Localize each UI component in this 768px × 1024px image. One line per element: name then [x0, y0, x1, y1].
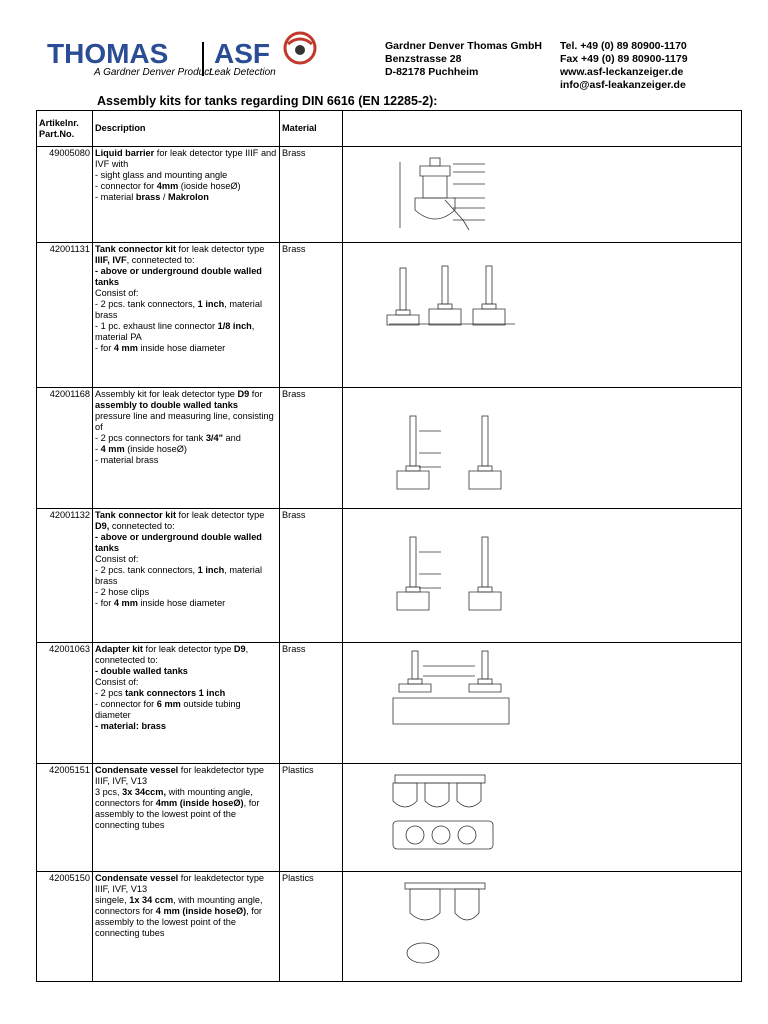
technical-drawing-cell: [343, 388, 742, 509]
description-line: [95, 148, 277, 170]
condensate-vessel-single-drawing: [385, 875, 525, 979]
description-bold-text: 4 mm: [100, 444, 125, 454]
header-part-no: Artikelnr. Part.No.: [37, 111, 93, 147]
description-cell: [93, 764, 280, 872]
description-text: inside hose diameter: [137, 598, 226, 608]
description-text: pressure line and measuring line, consisting of: [95, 411, 274, 432]
description-line: [95, 266, 277, 288]
description-bold-text: 4 mm (inside hoseØ): [155, 906, 247, 916]
document-title: Assembly kits for tanks regarding DIN 6616 (EN 12285-2):: [97, 94, 438, 108]
description-text: and: [222, 433, 241, 443]
description-line: [95, 343, 277, 354]
description-cell: [93, 388, 280, 509]
table-row: [37, 872, 742, 982]
description-text: for leak detector type: [176, 244, 265, 254]
description-text: - 1 pc. exhaust line connector: [95, 321, 218, 331]
description-line: [95, 598, 277, 609]
description-line: [95, 554, 277, 565]
description-bold-text: 1x 34 ccm: [129, 895, 174, 905]
description-text: - material brass: [95, 455, 159, 465]
description-text: with mounting angle, connectors for: [95, 787, 253, 808]
material-cell: Brass: [280, 509, 343, 643]
description-text: for: [249, 389, 263, 399]
description-text: - 2 pcs: [95, 688, 126, 698]
description-bold-text: - above or underground double walled tanks: [95, 532, 262, 553]
description-bold-text: brass: [135, 192, 161, 202]
description-text: - connector for: [95, 181, 157, 191]
description-bold-text: 3/4": [205, 433, 223, 443]
description-bold-text: Condensate vessel: [95, 873, 179, 883]
company-name: Gardner Denver Thomas GmbH: [385, 40, 542, 52]
description-text: (inside hoseØ): [124, 444, 187, 454]
description-text: -: [95, 444, 101, 454]
material-cell: Brass: [280, 388, 343, 509]
description-text: connetected to:: [109, 521, 175, 531]
assembly-kits-table: [36, 110, 742, 982]
description-line: [95, 873, 277, 895]
header-drawing: [343, 111, 742, 147]
description-text: for leakdetector type IIIF, IVF, V13: [95, 873, 265, 894]
description-text: Consist of:: [95, 288, 139, 298]
description-cell: [93, 872, 280, 982]
description-line: [95, 565, 277, 587]
description-text: - material: [95, 192, 136, 202]
description-text: Consist of:: [95, 554, 139, 564]
table-row: [37, 243, 742, 388]
description-bold-text: Condensate vessel: [95, 765, 179, 775]
description-text: , for assembly to the lowest point of the connecting tubes: [95, 906, 262, 938]
description-cell: [93, 643, 280, 764]
description-bold-text: - above or underground double walled tanks: [95, 266, 262, 287]
description-text: /: [160, 192, 169, 202]
description-bold-text: D9,: [95, 521, 110, 531]
description-text: Consist of:: [95, 677, 139, 687]
part-number-cell: 42001063: [37, 643, 93, 764]
table-row: [37, 509, 742, 643]
description-line: [95, 321, 277, 343]
description-text: , with mounting angle, connectors for: [95, 895, 263, 916]
part-number-cell: 42005151: [37, 764, 93, 872]
description-text: , for assembly to the lowest point of the connecting tubes: [95, 798, 260, 830]
description-text: (ioside hoseØ): [178, 181, 241, 191]
part-number-cell: 42001132: [37, 509, 93, 643]
table-header-row: [37, 111, 742, 147]
technical-drawing-cell: [343, 509, 742, 643]
description-text: , material brass: [95, 299, 263, 320]
description-line: [95, 532, 277, 554]
description-bold-text: IIIF, IVF: [95, 255, 127, 265]
description-line: [95, 644, 277, 666]
description-line: [95, 244, 277, 266]
description-bold-text: Makrolon: [168, 192, 209, 202]
description-bold-text: 4 mm: [113, 343, 138, 353]
description-line: [95, 455, 277, 466]
description-line: [95, 389, 277, 411]
description-bold-text: Adapter kit: [95, 644, 143, 654]
header-description: Description: [93, 111, 280, 147]
material-cell: Plastics: [280, 872, 343, 982]
description-line: [95, 666, 277, 677]
assembly-kits-table-wrap: [36, 110, 741, 978]
description-line: [95, 288, 277, 299]
description-bold-text: 1 inch: [197, 565, 225, 575]
description-bold-text: - material: brass: [95, 721, 166, 731]
description-line: [95, 721, 277, 732]
description-text: for leak detector type: [143, 644, 234, 654]
description-bold-text: - double walled tanks: [95, 666, 188, 676]
description-line: [95, 895, 277, 939]
technical-drawing-cell: [343, 872, 742, 982]
condensate-vessel-triple-drawing: [385, 767, 525, 869]
description-bold-text: 4 mm: [113, 598, 138, 608]
description-bold-text: Tank connector kit: [95, 510, 176, 520]
contact-website: www.asf-leckanzeiger.de: [560, 66, 684, 78]
description-bold-text: Liquid barrier: [95, 148, 155, 158]
part-number-cell: 49005080: [37, 147, 93, 243]
description-text: 3 pcs,: [95, 787, 123, 797]
table-row: [37, 643, 742, 764]
description-text: inside hose diameter: [137, 343, 226, 353]
page-header: [0, 0, 768, 95]
description-line: [95, 181, 277, 192]
description-text: - 2 hose clips: [95, 587, 150, 597]
liquid-barrier-drawing: [385, 150, 525, 240]
material-cell: Brass: [280, 643, 343, 764]
header-material: Material: [280, 111, 343, 147]
table-row: [37, 764, 742, 872]
description-cell: [93, 147, 280, 243]
description-cell: [93, 243, 280, 388]
description-bold-text: D9: [233, 644, 246, 654]
logo-brand-asf: ASF: [214, 38, 270, 69]
logo-tagline-leak: Leak Detection: [209, 67, 276, 78]
tank-connector-kit-drawing: [385, 246, 525, 385]
company-address: [385, 40, 542, 79]
description-line: [95, 765, 277, 787]
description-text: , connetected to:: [126, 255, 195, 265]
contact-phone: Tel. +49 (0) 89 80900-1170: [560, 40, 687, 52]
description-bold-text: 4mm (inside hoseØ): [155, 798, 244, 808]
description-text: - sight glass and mounting angle: [95, 170, 228, 180]
description-text: for leak detector type: [176, 510, 265, 520]
description-text: singele,: [95, 895, 130, 905]
technical-drawing-cell: [343, 643, 742, 764]
description-text: outside tubing diameter: [95, 699, 241, 720]
description-line: [95, 299, 277, 321]
contact-email: info@asf-leakanzeiger.de: [560, 79, 686, 91]
description-text: - connector for: [95, 699, 157, 709]
contact-info: [560, 40, 688, 92]
technical-drawing-cell: [343, 764, 742, 872]
part-number-cell: 42005150: [37, 872, 93, 982]
description-line: [95, 510, 277, 532]
description-bold-text: tank connectors 1 inch: [125, 688, 226, 698]
material-cell: Brass: [280, 243, 343, 388]
description-bold-text: 1 inch: [197, 299, 225, 309]
thomas-asf-logo: [42, 28, 342, 80]
logo-tagline-gardner: A Gardner Denver Product: [94, 67, 213, 78]
description-text: , material PA: [95, 321, 255, 342]
description-line: [95, 787, 277, 831]
part-number-cell: 42001131: [37, 243, 93, 388]
company-street: Benzstrasse 28: [385, 53, 462, 65]
description-line: [95, 677, 277, 688]
description-text: - 2 pcs. tank connectors,: [95, 565, 198, 575]
description-bold-text: 3x 34ccm,: [122, 787, 167, 797]
description-bold-text: Tank connector kit: [95, 244, 176, 254]
description-line: [95, 192, 277, 203]
description-line: [95, 688, 277, 699]
description-text: , material brass: [95, 565, 263, 586]
description-cell: [93, 509, 280, 643]
description-bold-text: D9: [237, 389, 250, 399]
table-row: [37, 388, 742, 509]
description-text: Assembly kit for leak detector type: [95, 389, 238, 399]
material-cell: Plastics: [280, 764, 343, 872]
description-text: for leak detector type IIIF and IVF with: [95, 148, 277, 169]
d9-assembly-kit-drawing: [385, 391, 525, 506]
description-text: - 2 pcs. tank connectors,: [95, 299, 198, 309]
description-text: - 2 pcs connectors for tank: [95, 433, 206, 443]
technical-drawing-cell: [343, 243, 742, 388]
description-line: [95, 411, 277, 433]
description-text: , connetected to:: [95, 644, 249, 665]
material-cell: Brass: [280, 147, 343, 243]
d9-tank-connector-drawing: [385, 512, 525, 640]
adapter-kit-drawing: [385, 646, 525, 761]
description-text: - for: [95, 598, 114, 608]
company-city: D-82178 Puchheim: [385, 66, 479, 78]
part-number-cell: 42001168: [37, 388, 93, 509]
asf-emblem-icon: [282, 30, 318, 66]
description-line: [95, 587, 277, 598]
description-bold-text: assembly to double walled tanks: [95, 400, 238, 410]
description-line: [95, 444, 277, 455]
description-text: - for: [95, 343, 114, 353]
description-line: [95, 170, 277, 181]
description-bold-text: 6 mm: [156, 699, 181, 709]
description-bold-text: 4mm: [156, 181, 179, 191]
description-line: [95, 433, 277, 444]
contact-fax: Fax +49 (0) 89 80900-1179: [560, 53, 688, 65]
table-row: [37, 147, 742, 243]
description-line: [95, 699, 277, 721]
description-text: for leakdetector type IIIF, IVF, V13: [95, 765, 265, 786]
description-bold-text: 1/8 inch: [217, 321, 252, 331]
logo-brand-thomas: THOMAS: [47, 38, 169, 69]
technical-drawing-cell: [343, 147, 742, 243]
